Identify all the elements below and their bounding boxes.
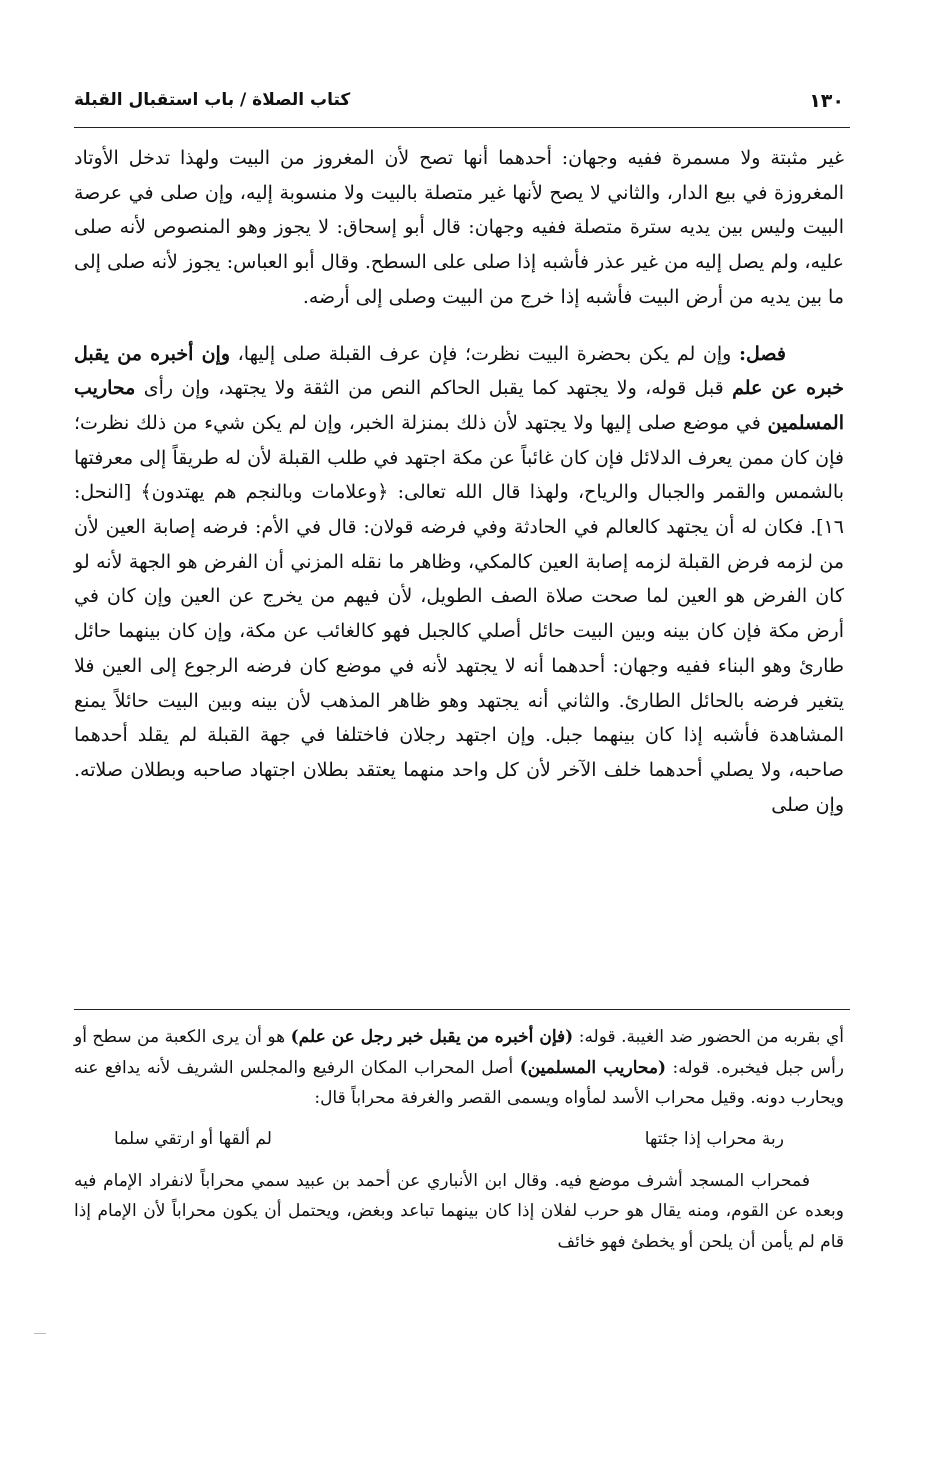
margin-mark <box>34 1333 46 1334</box>
running-title: كتاب الصلاة / باب استقبال القبلة <box>74 90 351 110</box>
paragraph-2 <box>74 337 844 823</box>
footnote-divider <box>74 1009 850 1010</box>
footnote-continuation: فمحراب المسجد أشرف موضع فيه. وقال ابن الأنباري عن أحمد بن عبيد سمي محراباً لانفراد الإمام فيه وبعده عن القوم، ومنه يقال هو حرب لفلان إذا كان بينهما تباعد وبغض، ويحتمل أن يكون محراباً لأن الإمام إذا قام لم يأمن أن يلحن أو يخطئ فهو خائف <box>74 1170 844 1252</box>
main-text <box>74 141 844 822</box>
footnote-text-2: هو أن يرى الكعبة من سطح أو رأس جبل فيخبره. قوله: <box>74 1027 845 1078</box>
paragraph-1: غير مثبتة ولا مسمرة ففيه وجهان: أحدهما أنها تصح لأن المغروز من البيت ولهذا تدخل الأوتاد المغروزة في بيع الدار، والثاني لا يصح لأنها غير متصلة بالبيت ولا منسوبة إليه، وإن صلى في عرصة البيت وليس بين يديه سترة متصلة ففيه وجهان: قال أبو إسحاق: لا يجوز وهو المنصوص لأنه صلى عليه، ولم يصل إليه من غير عذر فأشبه إذا صلى على السطح. وقال أبو العباس: يجوز لأنه صلى إلى ما بين يديه من أرض البيت فأشبه إذا خرج من البيت وصلى إلى أرضه. <box>74 147 844 308</box>
footnote-bold-2: (محاريب المسلمين) <box>519 1057 667 1078</box>
header-divider <box>74 127 850 128</box>
poetry-verse <box>74 1120 844 1162</box>
footnotes <box>74 1022 844 1257</box>
verse-first-hemistich: ربة محراب إذا جئتها <box>644 1128 784 1149</box>
verse-second-hemistich: لم ألقها أو ارتقي سلما <box>114 1128 272 1149</box>
footnote-bold-1: (فإن أخبره من يقبل خبر رجل عن علم) <box>290 1027 574 1047</box>
paragraph-2-text-3: في موضع صلى إليها ولا يجتهد لأن ذلك بمنزلة الخبر، وإن لم يكن شيء من ذلك نظرت؛ فإن كان ممن يعرف الدلائل فإن كان غائباً عن مكة اجتهد في طلب القبلة لأن له طريقاً إلى معرفتها بالشمس والقمر والجبال والرياح، ولهذا قال الله تعالى: ﴿وعلامات وبالنجم هم يهتدون﴾ [النحل: ١٦]. فكان له أن يجتهد كالعالم في الحادثة وفي فرضه قولان: قال في الأم: فرضه إصابة العين لأن من لزمه فرض القبلة لزمه إصابة العين كالمكي، وظاهر ما نقله المزني أن الفرض هو الجهة لأنه لو كان الفرض هو العين لما صحت صلاة الصف الطويل، لأن فيهم من يخرج عن العين وإن كان في أرض مكة فإن كان بينه وبين البيت حائل أصلي كالجبل فهو كالغائب عن مكة، وإن كان بينهما حائل طارئ وهو البناء ففيه وجهان: أحدهما أنه لا يجتهد لأنه في موضع كان فرضه الرجوع إلى العين فلا يتغير فرضه بالحائل الطارئ. والثاني أنه يجتهد وهو ظاهر المذهب لأن بينه وبين البيت حائلاً يمنع المشاهدة فأشبه إذا كان بينهما جبل. وإن اجتهد رجلان فاختلفا في جهة القبلة لم يقلد أحدهما صاحبه، ولا يصلي أحدهما خلف الآخر لأن كل واحد منهما يعتقد بطلان اجتهاد صاحبه وبطلان صلاته. وإن صلى <box>74 411 844 816</box>
section-heading-fasl: فصل: <box>739 342 786 365</box>
footnote-paragraph <box>74 1022 844 1114</box>
page-number: ١٣٠ <box>809 90 844 112</box>
paragraph-2-text-2: قبل قوله، ولا يجتهد كما يقبل الحاكم النص من الثقة ولا يجتهد، وإن رأى <box>135 377 733 400</box>
bold-phrase-mahareeb: محاريب المسلمين <box>74 377 844 434</box>
page-header <box>74 86 850 122</box>
paragraph-2-text-1: وإن لم يكن بحضرة البيت نظرت؛ فإن عرف القبلة صلى إليها، <box>230 342 740 365</box>
footnote-text-1: أي بقربه من الحضور ضد الغيبة. قوله: <box>573 1027 844 1047</box>
footnote-text-3: أصل المحراب المكان الرفيع والمجلس الشريف لأنه يدافع عنه ويحارب دونه. وقيل محراب الأسد لمأواه ويسمى القصر والغرفة محراباً قال: <box>74 1057 844 1108</box>
bold-phrase-khabar: وإن أخبره من يقبل خبره عن علم <box>74 342 845 400</box>
